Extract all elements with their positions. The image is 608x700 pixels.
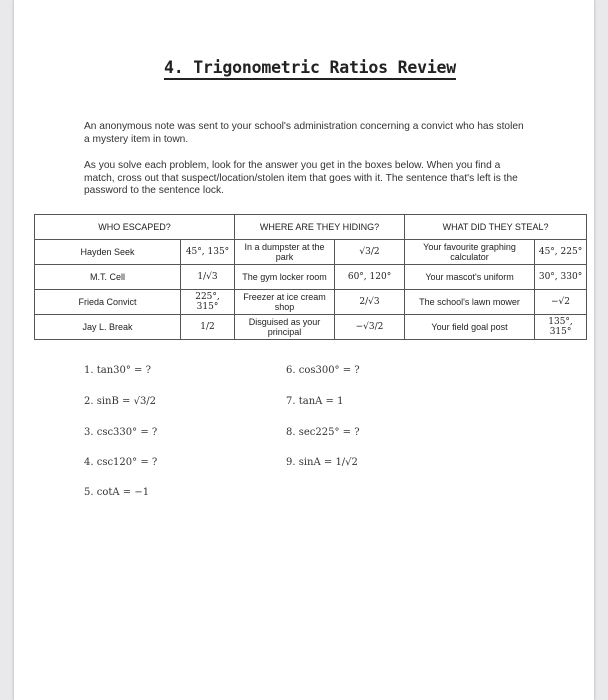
location-answer: 2/√3 <box>335 290 405 315</box>
table-header-row <box>35 215 587 240</box>
item-answer: −√2 <box>535 290 587 315</box>
item-answer: 30°, 330° <box>535 265 587 290</box>
table-row <box>35 290 587 315</box>
question-3: 3. csc330° = ? <box>84 427 158 438</box>
header-what-stole: WHAT DID THEY STEAL? <box>405 215 587 240</box>
location-answer: −√3/2 <box>335 315 405 340</box>
suspect-name: Hayden Seek <box>35 240 181 265</box>
worksheet-title: 4. Trigonometric Ratios Review <box>164 58 456 80</box>
header-who-escaped: WHO ESCAPED? <box>35 215 235 240</box>
intro-paragraph: An anonymous note was sent to your school's administration concerning a convict who has stolen a mystery item in town. <box>84 121 524 145</box>
location-name: Disguised as your principal <box>235 315 335 340</box>
item-name: Your field goal post <box>405 315 535 340</box>
location-name: The gym locker room <box>235 265 335 290</box>
location-answer: 60°, 120° <box>335 265 405 290</box>
suspect-answer: 225°, 315° <box>181 290 235 315</box>
item-name: Your mascot's uniform <box>405 265 535 290</box>
header-where-hiding: WHERE ARE THEY HIDING? <box>235 215 405 240</box>
location-name: Freezer at ice cream shop <box>235 290 335 315</box>
location-answer: √3/2 <box>335 240 405 265</box>
question-2: 2. sinB = √3/2 <box>84 396 157 407</box>
item-name: The school's lawn mower <box>405 290 535 315</box>
suspect-answer: 45°, 135° <box>181 240 235 265</box>
suspect-answer: 1/√3 <box>181 265 235 290</box>
table-row <box>35 315 587 340</box>
question-7: 7. tanA = 1 <box>286 396 344 407</box>
item-name: Your favourite graphing calculator <box>405 240 535 265</box>
question-8: 8. sec225° = ? <box>286 427 360 438</box>
worksheet-page <box>14 0 594 700</box>
answer-table <box>34 214 587 340</box>
suspect-name: Jay L. Break <box>35 315 181 340</box>
suspect-name: Frieda Convict <box>35 290 181 315</box>
location-name: In a dumpster at the park <box>235 240 335 265</box>
instructions-paragraph: As you solve each problem, look for the answer you get in the boxes below. When you find a match, cross out that suspect/location/stolen item that goes with it. The sentence that's left is the password to the sentence lock. <box>84 160 518 196</box>
question-1: 1. tan30° = ? <box>84 365 151 376</box>
question-4: 4. csc120° = ? <box>84 457 158 468</box>
table-row <box>35 265 587 290</box>
question-6: 6. cos300° = ? <box>286 365 360 376</box>
item-answer: 135°, 315° <box>535 315 587 340</box>
suspect-answer: 1/2 <box>181 315 235 340</box>
item-answer: 45°, 225° <box>535 240 587 265</box>
table-row <box>35 240 587 265</box>
question-5: 5. cotA = −1 <box>84 487 150 498</box>
suspect-name: M.T. Cell <box>35 265 181 290</box>
question-9: 9. sinA = 1/√2 <box>286 457 358 468</box>
